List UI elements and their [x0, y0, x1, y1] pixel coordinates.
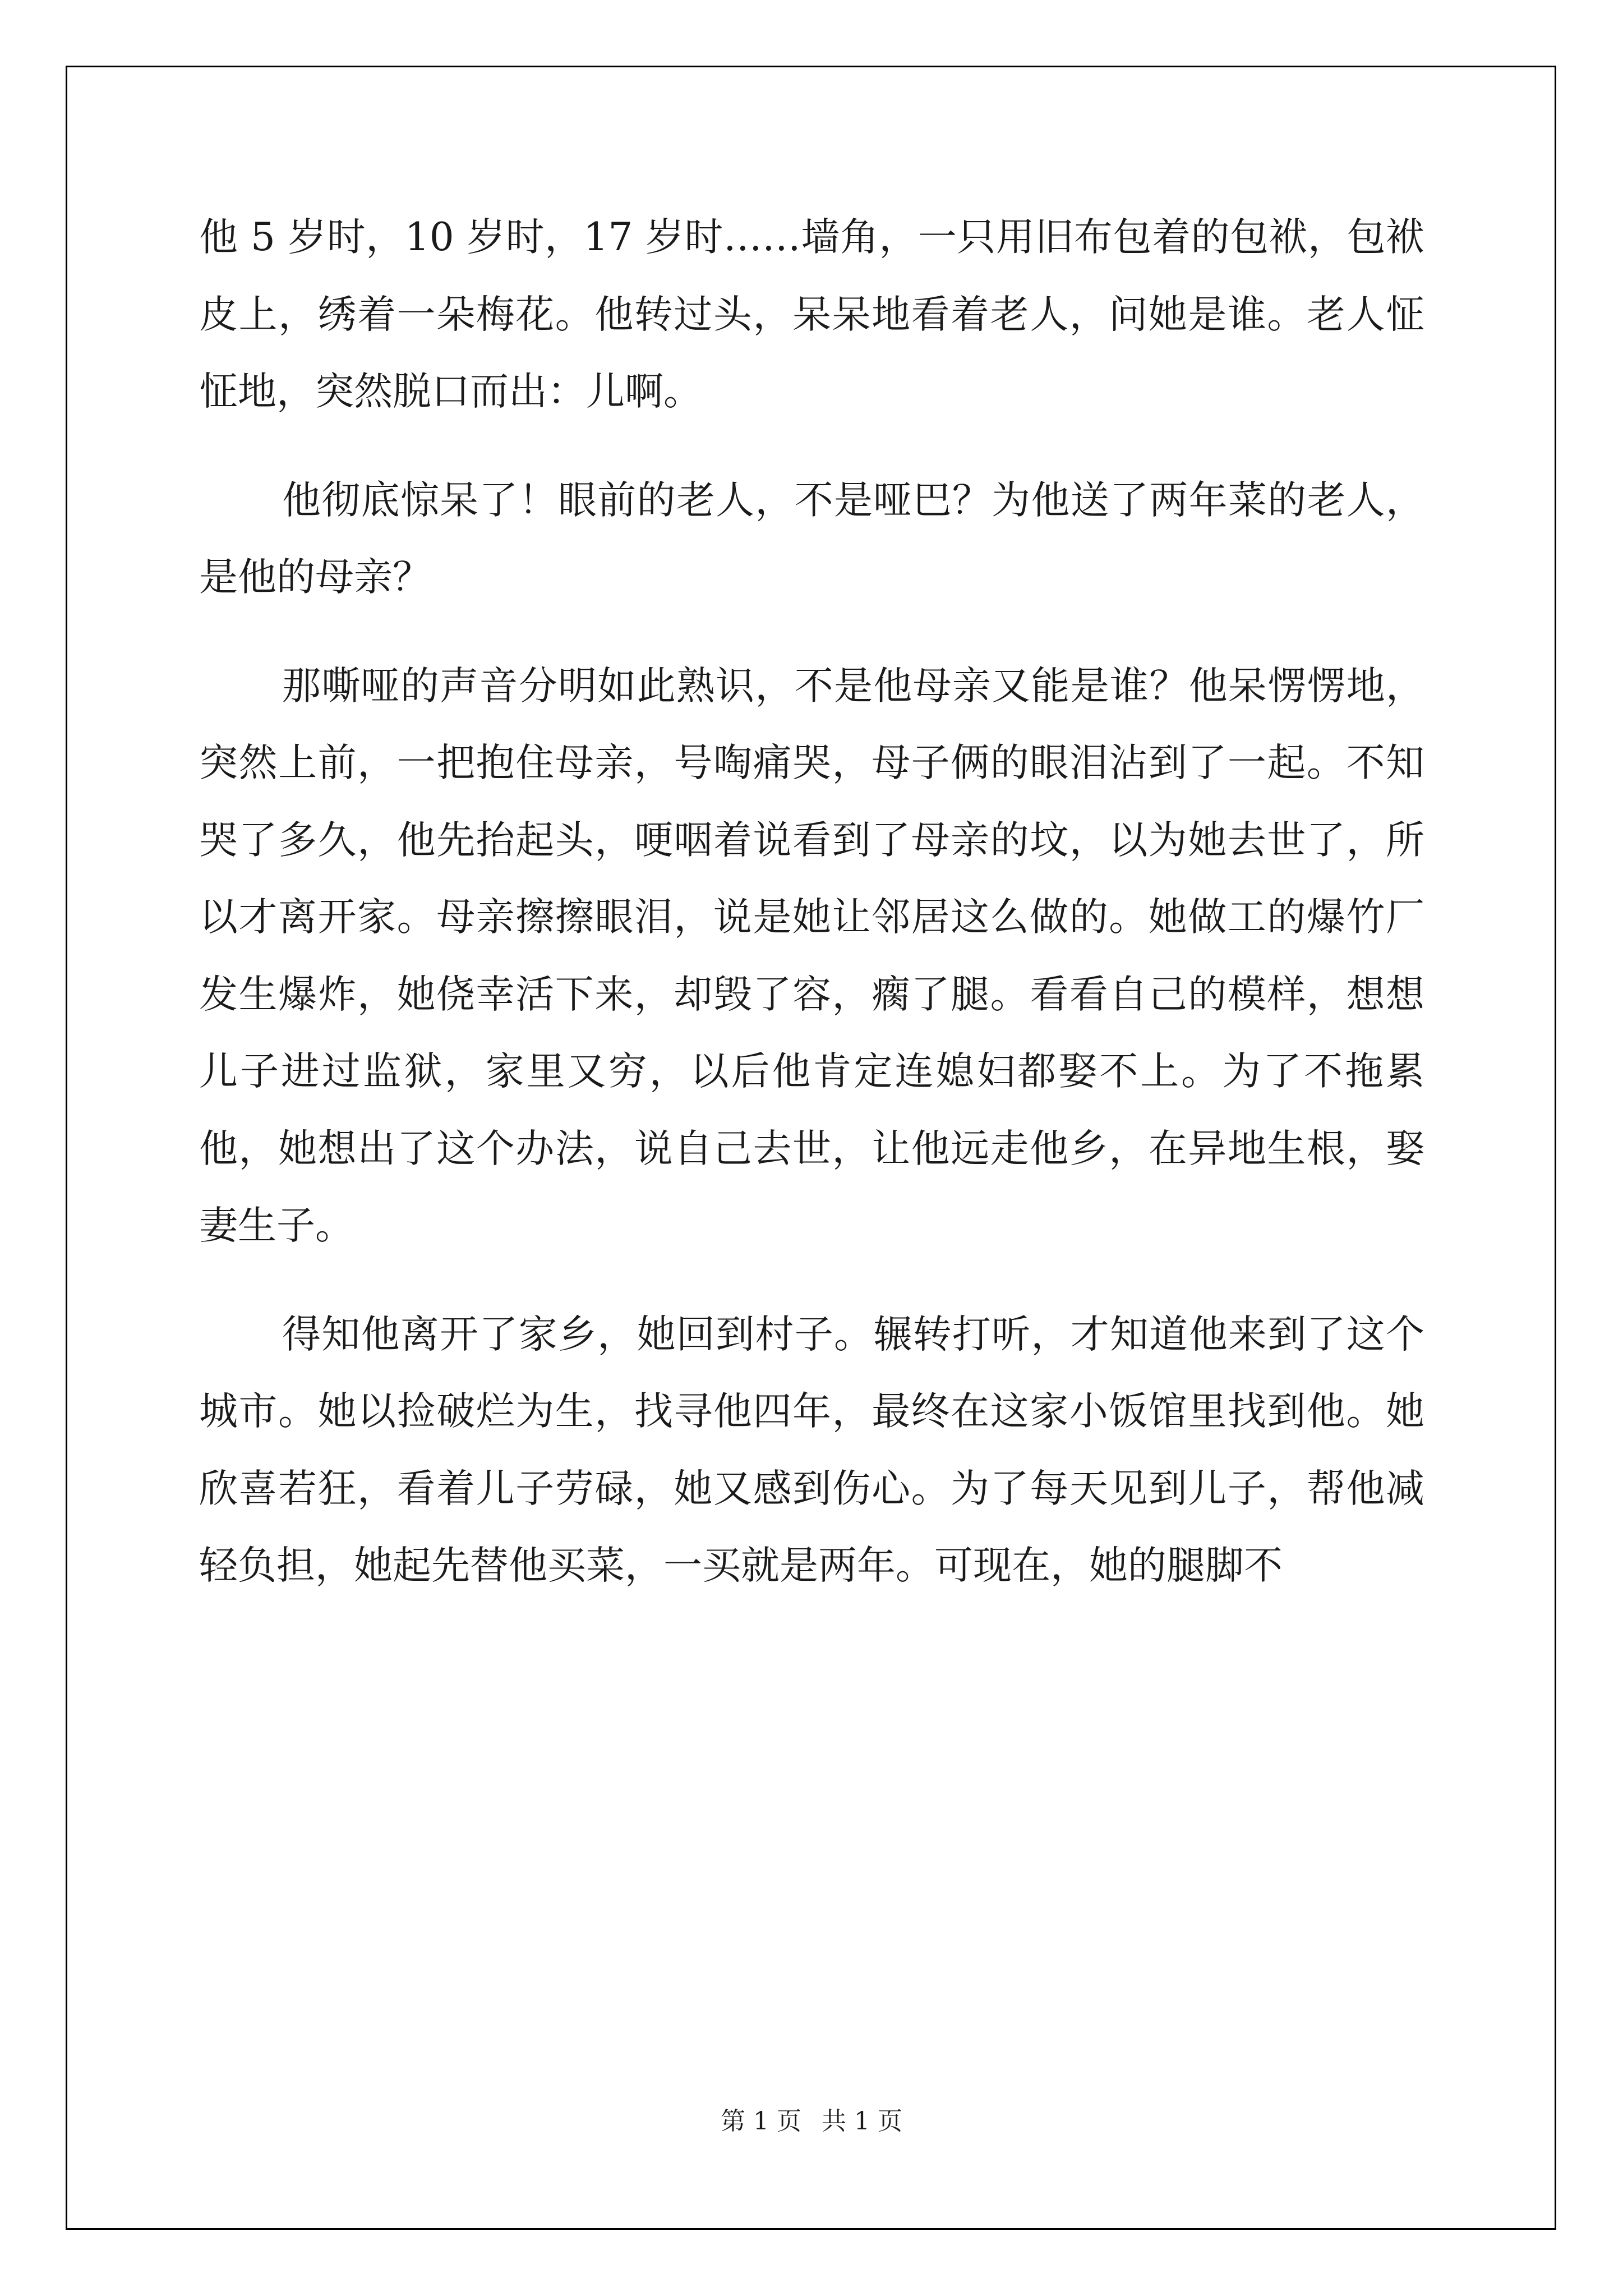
paragraph-2: 他彻底惊呆了！眼前的老人，不是哑巴？为他送了两年菜的老人，是他的母亲？: [199, 477, 1424, 600]
page-number: 第 1 页: [721, 2107, 801, 2136]
page-total: 共 1 页: [822, 2107, 902, 2136]
paragraph-3: 那嘶哑的声音分明如此熟识，不是他母亲又能是谁？他呆愣愣地，突然上前，一把抱住母亲，号啕痛哭，母子俩的眼泪沾到了一起。不知哭了多久，他先抬起头，哽咽着说看到了母亲的坟，以为她去世了，所以才离开家。母亲擦擦眼泪，说是她让邻居这么做的。她做工的爆竹厂发生爆炸，她侥幸活下来，却毁了容，瘸了腿。看看自己的模样，想想儿子进过监狱，家里又穷，以后他肯定连媳妇都娶不上。为了不拖累他，她想出了这个办法，说自己去世，让他远走他乡，在异地生根，娶妻生子。: [199, 663, 1424, 1248]
paragraph-4: 得知他离开了家乡，她回到村子。辗转打听，才知道他来到了这个城市。她以捡破烂为生，找寻他四年，最终在这家小饭馆里找到他。她欣喜若狂，看着儿子劳碌，她又感到伤心。为了每天见到儿子，帮他减轻负担，她起先替他买菜，一买就是两年。可现在，她的腿脚不: [199, 1312, 1424, 1588]
paragraph-1: 他 5 岁时，10 岁时，17 岁时……墙角，一只用旧布包着的包袱，包袱皮上，绣着一朵梅花。他转过头，呆呆地看着老人，问她是谁。老人怔怔地，突然脱口而出：儿啊。: [199, 215, 1424, 414]
page-footer: [0, 2101, 1623, 2137]
document-body: [199, 199, 1424, 1636]
